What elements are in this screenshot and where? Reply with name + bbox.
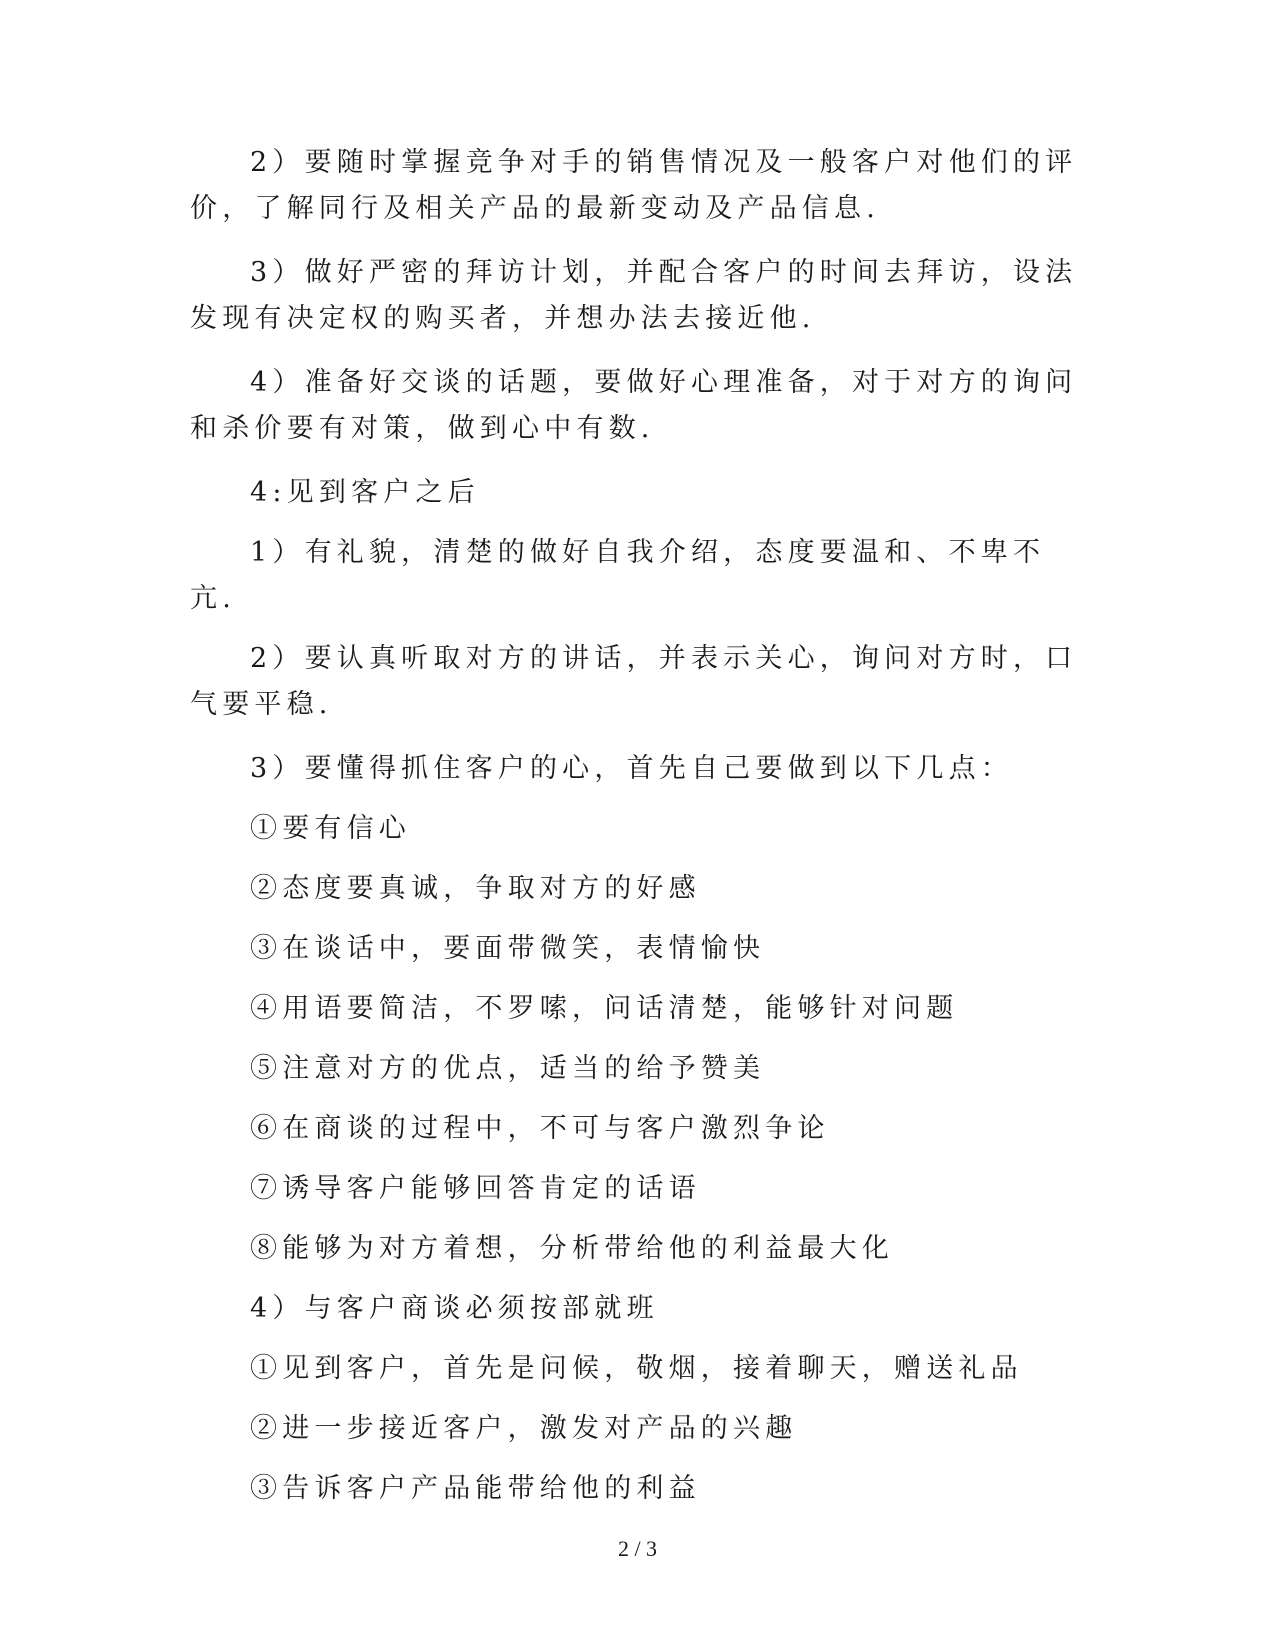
list-item: ⑤注意对方的优点，适当的给予赞美 [250, 1053, 766, 1084]
list-item: ①见到客户，首先是问候，敬烟，接着聊天，赠送礼品 [250, 1353, 1023, 1384]
document-body [190, 140, 1080, 1526]
section-heading-after-meeting: 4:见到客户之后 [250, 477, 480, 508]
list-item: ①要有信心 [250, 813, 411, 844]
list-item: ⑧能够为对方着想，分析带给他的利益最大化 [250, 1233, 894, 1264]
list-item: ⑥在商谈的过程中，不可与客户激烈争论 [250, 1113, 830, 1144]
page-number: 2 / 3 [617, 1536, 658, 1561]
list-item: ③在谈话中，要面带微笑，表情愉快 [250, 933, 766, 964]
paragraph-win-customer: 3）要懂得抓住客户的心，首先自己要做到以下几点： [250, 753, 1013, 784]
list-item: ②态度要真诚，争取对方的好感 [250, 873, 701, 904]
list-item: ⑦诱导客户能够回答肯定的话语 [250, 1173, 701, 1204]
list-item: ③告诉客户产品能带给他的利益 [250, 1473, 701, 1504]
paragraph-visit-plan: 3）做好严密的拜访计划，并配合客户的时间去拜访，设法发现有决定权的购买者，并想办法去接近他. [190, 257, 1078, 334]
list-item: ②进一步接近客户，激发对产品的兴趣 [250, 1413, 798, 1444]
paragraph-prepare-topics: 4）准备好交谈的话题，要做好心理准备，对于对方的询问和杀价要有对策，做到心中有数. [190, 367, 1078, 444]
paragraph-competitor-info: 2）要随时掌握竞争对手的销售情况及一般客户对他们的评价，了解同行及相关产品的最新变动及产品信息. [190, 147, 1078, 224]
paragraph-step-by-step: 4）与客户商谈必须按部就班 [250, 1293, 659, 1324]
list-item: ④用语要简洁，不罗嗦，问话清楚，能够针对问题 [250, 993, 959, 1024]
paragraph-be-polite: 1）有礼貌，清楚的做好自我介绍，态度要温和、不卑不亢. [190, 537, 1046, 614]
paragraph-listen-carefully: 2）要认真听取对方的讲话，并表示关心，询问对方时，口气要平稳. [190, 643, 1078, 720]
